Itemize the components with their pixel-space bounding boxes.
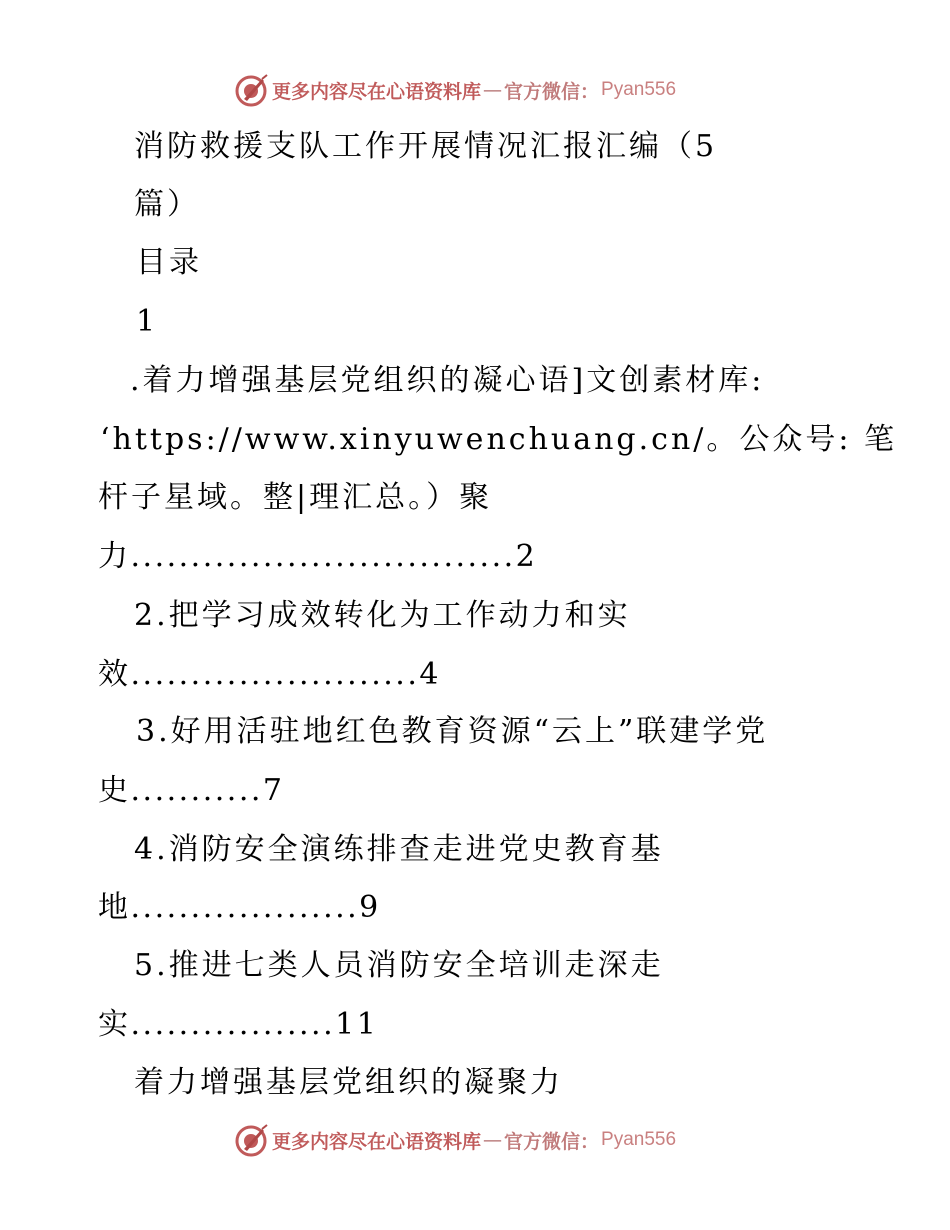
- toc-entry-1-line3: 杆子星域。整|理汇总。）聚: [98, 480, 493, 515]
- toc-entry-1-line4: 力................................2: [98, 539, 538, 574]
- toc-number: 1: [136, 304, 159, 339]
- banner-main-text: 更多内容尽在心语资料库: [272, 1130, 482, 1153]
- banner-dash: —: [483, 1129, 503, 1151]
- toc-entry-1-line1: .着力增强基层党组织的凝心语]文创素材库:: [130, 363, 765, 398]
- toc-entry-2-line2: 效........................4: [98, 657, 441, 692]
- banner-wechat-label: 官方微信：: [504, 1130, 600, 1153]
- toc-entry-4-line2: 地...................9: [98, 890, 381, 925]
- toc-entry-2-line1: 2.把学习成效转化为工作动力和实: [134, 598, 631, 633]
- quill-logo-icon: [234, 73, 268, 107]
- toc-entry-5-line1: 5.推进七类人员消防安全培训走深走: [134, 948, 664, 983]
- banner-wechat-id: Pyan556: [601, 79, 677, 100]
- toc-entry-4-line1: 4.消防安全演练排查走进党史教育基: [134, 832, 664, 867]
- banner-dash: —: [483, 79, 503, 101]
- banner-main-text: 更多内容尽在心语资料库: [272, 80, 482, 103]
- banner-wechat-id: Pyan556: [601, 1129, 677, 1150]
- toc-entry-3-line2: 史...........7: [98, 773, 285, 808]
- header-banner: [234, 72, 714, 108]
- document-title-line2: 篇）: [134, 187, 200, 222]
- document-title-line1: 消防救援支队工作开展情况汇报汇编（5: [134, 129, 718, 164]
- toc-entry-1-line2: ‘https://www.xinyuwenchuang.cn/。公众号: 笔: [100, 422, 898, 457]
- footer-banner: [234, 1122, 714, 1158]
- toc-entry-5-line2: 实.................11: [98, 1007, 379, 1042]
- quill-logo-icon: [234, 1123, 268, 1157]
- toc-entry-3-line1: 3.好用活驻地红色教育资源“云上”联建学党: [136, 714, 769, 749]
- section-heading: 着力增强基层党组织的凝聚力: [134, 1065, 563, 1100]
- toc-heading: 目录: [136, 245, 202, 280]
- banner-wechat-label: 官方微信：: [504, 80, 600, 103]
